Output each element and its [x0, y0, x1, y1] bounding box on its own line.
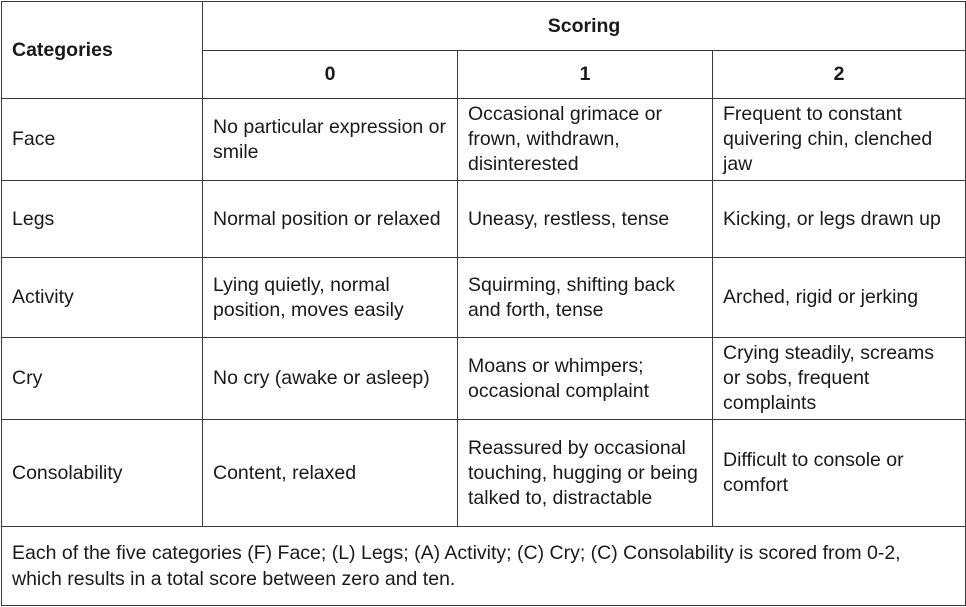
flacc-scale-table	[1, 1, 966, 606]
header-row-top	[2, 2, 966, 51]
score-1-header: 1	[458, 51, 713, 99]
category-legs: Legs	[2, 181, 203, 258]
score-0-header: 0	[203, 51, 458, 99]
consolability-score-0: Content, relaxed	[203, 420, 458, 527]
footnote: Each of the five categories (F) Face; (L) Legs; (A) Activity; (C) Cry; (C) Consolability is scored from 0-2, which results in a total score between zero and ten.	[2, 527, 966, 606]
table-row	[2, 420, 966, 527]
face-score-1: Occasional grimace or frown, withdrawn, disinterested	[458, 99, 713, 181]
cry-score-2: Crying steadily, screams or sobs, frequent complaints	[713, 338, 966, 420]
category-face: Face	[2, 99, 203, 181]
face-score-0: No particular expression or smile	[203, 99, 458, 181]
table-row	[2, 99, 966, 181]
consolability-score-2: Difficult to console or comfort	[713, 420, 966, 527]
legs-score-1: Uneasy, restless, tense	[458, 181, 713, 258]
legs-score-2: Kicking, or legs drawn up	[713, 181, 966, 258]
scoring-header: Scoring	[203, 2, 966, 51]
table-row	[2, 338, 966, 420]
category-cry: Cry	[2, 338, 203, 420]
table-row	[2, 181, 966, 258]
consolability-score-1: Reassured by occasional touching, hugging or being talked to, distractable	[458, 420, 713, 527]
footnote-row	[2, 527, 966, 606]
face-score-2: Frequent to constant quivering chin, clenched jaw	[713, 99, 966, 181]
activity-score-1: Squirming, shifting back and forth, tense	[458, 258, 713, 338]
activity-score-0: Lying quietly, normal position, moves easily	[203, 258, 458, 338]
activity-score-2: Arched, rigid or jerking	[713, 258, 966, 338]
category-activity: Activity	[2, 258, 203, 338]
table-row	[2, 258, 966, 338]
score-2-header: 2	[713, 51, 966, 99]
categories-header: Categories	[2, 2, 203, 99]
cry-score-0: No cry (awake or asleep)	[203, 338, 458, 420]
legs-score-0: Normal position or relaxed	[203, 181, 458, 258]
cry-score-1: Moans or whimpers; occasional complaint	[458, 338, 713, 420]
category-consolability: Consolability	[2, 420, 203, 527]
